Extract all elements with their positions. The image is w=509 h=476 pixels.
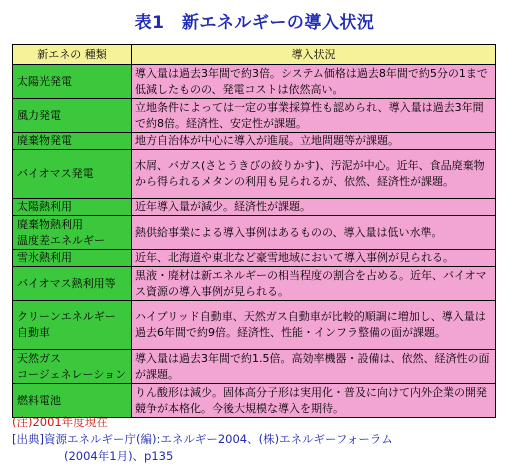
energy-kind-cell: 風力発電 bbox=[13, 99, 132, 133]
energy-kind-cell: 雪氷熱利用 bbox=[13, 250, 132, 267]
table-row bbox=[13, 301, 496, 350]
status-cell: 導入量は過去3年間で約1.5倍。高効率機器・設備は、依然、経済性の面が課題。 bbox=[132, 350, 496, 384]
energy-table bbox=[12, 44, 496, 418]
table-header-row bbox=[13, 45, 496, 65]
energy-kind-cell: 廃棄物熱利用 温度差エネルギー bbox=[13, 216, 132, 250]
status-cell: 立地条件によっては一定の事業採算性も認められ、導入量は過去3年間で約8倍。経済性、安定性が課題。 bbox=[132, 99, 496, 133]
notes bbox=[12, 414, 393, 465]
note-date: (注)2001年度現在 bbox=[12, 415, 108, 429]
table-row bbox=[13, 133, 496, 150]
energy-kind-cell: 太陽熱利用 bbox=[13, 199, 132, 216]
table-row bbox=[13, 250, 496, 267]
energy-kind-cell: 天然ガス コージェネレーション bbox=[13, 350, 132, 384]
page-title: 表1 新エネルギーの導入状況 bbox=[134, 13, 375, 33]
table-row bbox=[13, 150, 496, 199]
energy-kind-cell: クリーンエネルギー 自動車 bbox=[13, 301, 132, 350]
status-cell: 近年、北海道や東北など豪雪地域において導入事例が見られる。 bbox=[132, 250, 496, 267]
status-cell: 地方自治体が中心に導入が進展。立地問題等が課題。 bbox=[132, 133, 496, 150]
status-cell: ハイブリッド自動車、天然ガス自動車が比較的順調に増加し、導入量は過去6年間で約9倍。経済性、性能・インフラ整備の面が課題。 bbox=[132, 301, 496, 350]
status-cell: 近年導入量が減少。経済性が課題。 bbox=[132, 199, 496, 216]
table-row bbox=[13, 65, 496, 99]
table-row bbox=[13, 99, 496, 133]
table-row bbox=[13, 267, 496, 301]
source-citation-line2: (2004年1月)、p135 bbox=[64, 449, 174, 463]
source-citation-line1: [出典]資源エネルギー庁(編):エネルギー2004、(株)エネルギーフォーラム bbox=[12, 432, 393, 446]
table-row bbox=[13, 199, 496, 216]
table-row bbox=[13, 384, 496, 418]
energy-kind-cell: 廃棄物発電 bbox=[13, 133, 132, 150]
table-body bbox=[13, 65, 496, 418]
header-status: 導入状況 bbox=[132, 45, 496, 65]
status-cell: 導入量は過去3年間で約3倍。システム価格は過去8年間で約5分の1まで低減したものの、発電コストは依然高い。 bbox=[132, 65, 496, 99]
energy-kind-cell: バイオマス発電 bbox=[13, 150, 132, 199]
status-cell: 黒液・廃材は新エネルギーの相当程度の割合を占める。近年、バイオマス資源の導入事例が見られる。 bbox=[132, 267, 496, 301]
energy-kind-cell: 太陽光発電 bbox=[13, 65, 132, 99]
table-row bbox=[13, 216, 496, 250]
header-kind: 新エネの 種類 bbox=[13, 45, 132, 65]
table-row bbox=[13, 350, 496, 384]
status-cell: 木屑、バガス(さとうきびの絞りかす)、汚泥が中心。近年、食品廃棄物から得られるメタンの利用も見られるが、依然、経済性が課題。 bbox=[132, 150, 496, 199]
energy-kind-cell: 燃料電池 bbox=[13, 384, 132, 418]
status-cell: 熱供給事業による導入事例はあるものの、導入量は低い水準。 bbox=[132, 216, 496, 250]
energy-kind-cell: バイオマス熱利用等 bbox=[13, 267, 132, 301]
status-cell: りん酸形は減少。固体高分子形は実用化・普及に向けて内外企業の開発競争が本格化。今後大規模な導入を期待。 bbox=[132, 384, 496, 418]
